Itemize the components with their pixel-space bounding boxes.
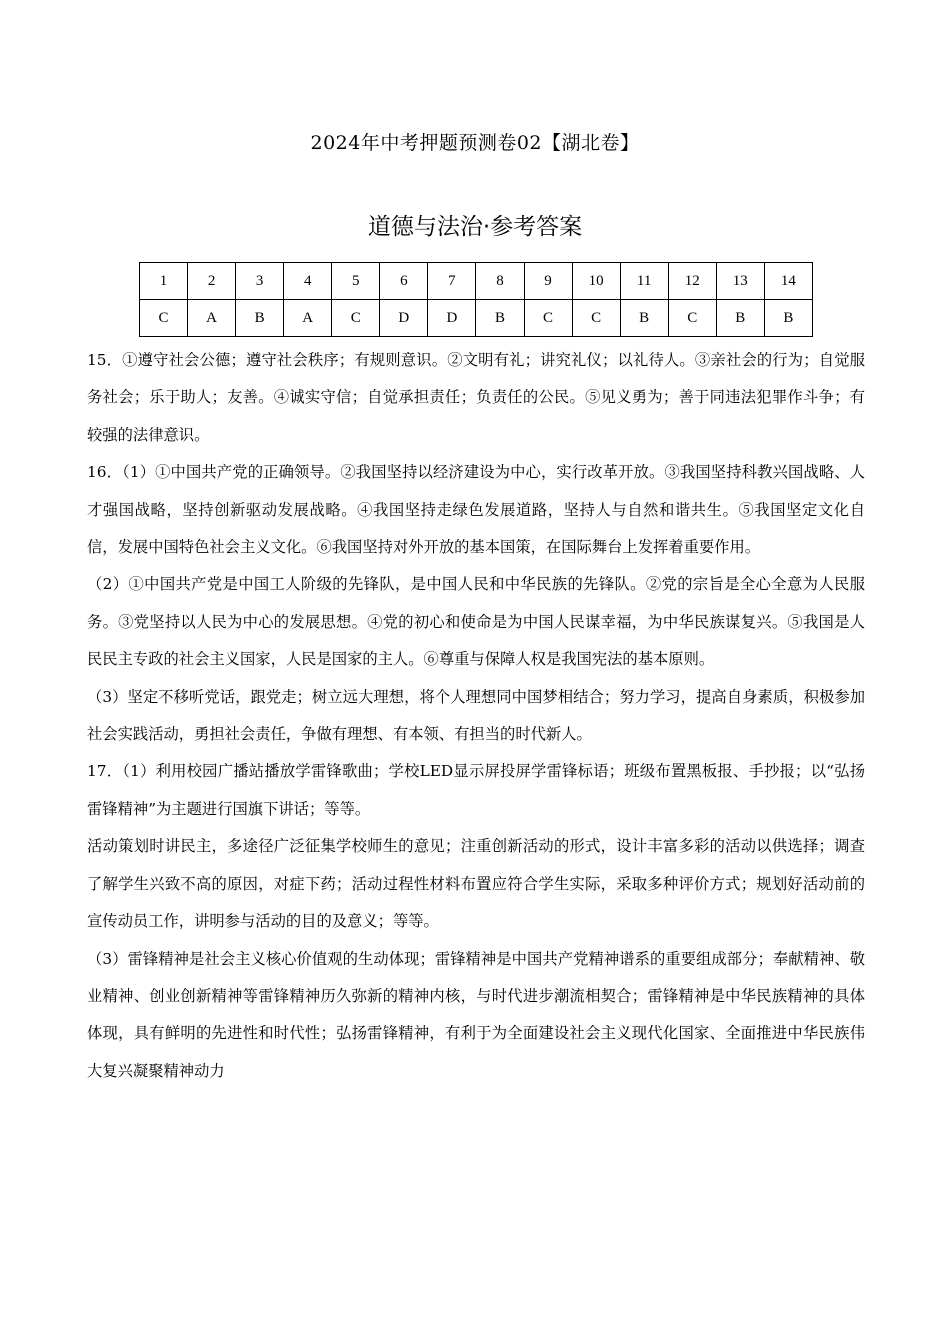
question-number-cell: 9 bbox=[524, 263, 572, 300]
question-number-cell: 7 bbox=[428, 263, 476, 300]
answer-table-number-row bbox=[140, 263, 813, 300]
answer-table bbox=[139, 262, 813, 337]
answer-cell: C bbox=[332, 300, 380, 337]
question-number-cell: 6 bbox=[380, 263, 428, 300]
answer-q16-part3: （3）坚定不移听党话，跟党走；树立远大理想，将个人理想同中国梦相结合；努力学习，提高自身素质，积极参加社会实践活动，勇担社会责任，争做有理想、有本领、有担当的时代新人。 bbox=[87, 687, 865, 744]
answer-cell: B bbox=[764, 300, 812, 337]
answer-cell: C bbox=[140, 300, 188, 337]
question-number-cell: 5 bbox=[332, 263, 380, 300]
answer-q16-part1: 16．（1）①中国共产党的正确领导。②我国坚持以经济建设为中心，实行改革开放。③我国坚持科教兴国战略、人才强国战略，坚持创新驱动发展战略。④我国坚持走绿色发展道路，坚持人与自然和谐共生。⑤我国坚定文化自信，发展中国特色社会主义文化。⑥我国坚持对外开放的基本国策，在国际舞台上发挥着重要作用。 bbox=[87, 463, 865, 557]
answer-cell: B bbox=[236, 300, 284, 337]
answer-cell: C bbox=[668, 300, 716, 337]
question-number-cell: 3 bbox=[236, 263, 284, 300]
page-title: 2024年中考押题预测卷02【湖北卷】 bbox=[310, 132, 640, 154]
answer-cell: D bbox=[380, 300, 428, 337]
answer-cell: B bbox=[620, 300, 668, 337]
answer-cell: B bbox=[716, 300, 764, 337]
answer-cell: D bbox=[428, 300, 476, 337]
answer-q17-part3: （3）雷锋精神是社会主义核心价值观的生动体现；雷锋精神是中国共产党精神谱系的重要组成部分；奉献精神、敬业精神、创业创新精神等雷锋精神历久弥新的精神内核，与时代进步潮流相契合；雷锋精神是中华民族精神的具体体现，具有鲜明的先进性和时代性；弘扬雷锋精神，有利于为全面建设社会主义现代化国家、全面推进中华民族伟大复兴凝聚精神动力 bbox=[87, 949, 865, 1080]
question-number-cell: 8 bbox=[476, 263, 524, 300]
question-number-cell: 2 bbox=[188, 263, 236, 300]
page-subtitle: 道德与法治·参考答案 bbox=[367, 214, 583, 240]
answer-cell: C bbox=[572, 300, 620, 337]
answer-q17-part1: 17．（1）利用校园广播站播放学雷锋歌曲；学校LED显示屏投屏学雷锋标语；班级布置黑板报、手抄报；以“弘扬雷锋精神”为主题进行国旗下讲话；等等。 bbox=[87, 762, 865, 818]
question-number-cell: 11 bbox=[620, 263, 668, 300]
answer-body bbox=[87, 342, 865, 1090]
answer-cell: A bbox=[188, 300, 236, 337]
answer-cell: C bbox=[524, 300, 572, 337]
answer-q17-part2: 活动策划时讲民主，多途径广泛征集学校师生的意见；注重创新活动的形式，设计丰富多彩的活动以供选择；调查了解学生兴致不高的原因，对症下药；活动过程性材料布置应符合学生实际，采取多种评价方式；规划好活动前的宣传动员工作，讲明参与活动的目的及意义；等等。 bbox=[87, 837, 865, 931]
answer-table-answer-row bbox=[140, 300, 813, 337]
question-number-cell: 14 bbox=[764, 263, 812, 300]
answer-cell: A bbox=[284, 300, 332, 337]
answer-cell: B bbox=[476, 300, 524, 337]
question-number-cell: 10 bbox=[572, 263, 620, 300]
question-number-cell: 4 bbox=[284, 263, 332, 300]
question-number-cell: 1 bbox=[140, 263, 188, 300]
question-number-cell: 12 bbox=[668, 263, 716, 300]
answer-q16-part2: （2）①中国共产党是中国工人阶级的先锋队，是中国人民和中华民族的先锋队。②党的宗旨是全心全意为人民服务。③党坚持以人民为中心的发展思想。④党的初心和使命是为中国人民谋幸福，为中华民族谋复兴。⑤我国是人民民主专政的社会主义国家，人民是国家的主人。⑥尊重与保障人权是我国宪法的基本原则。 bbox=[87, 575, 865, 669]
answer-q15: 15．①遵守社会公德；遵守社会秩序；有规则意识。②文明有礼；讲究礼仪；以礼待人。③亲社会的行为；自觉服务社会；乐于助人；友善。④诚实守信；自觉承担责任；负责任的公民。⑤见义勇为；善于同违法犯罪作斗争；有较强的法律意识。 bbox=[87, 351, 865, 444]
question-number-cell: 13 bbox=[716, 263, 764, 300]
